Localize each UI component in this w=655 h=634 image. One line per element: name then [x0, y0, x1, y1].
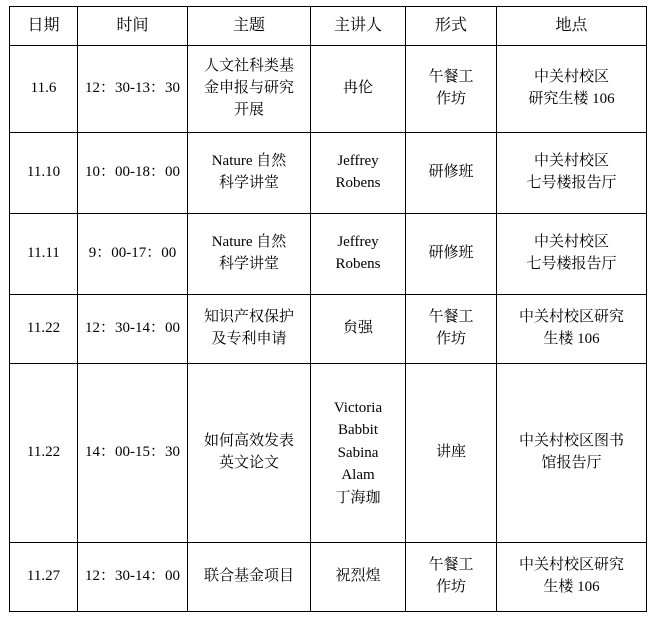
- topic-line: Nature 自然: [211, 153, 287, 170]
- format-line: 午餐工: [428, 309, 474, 326]
- cell-speaker: [311, 133, 406, 214]
- speaker-line: Victoria: [333, 399, 383, 416]
- cell-speaker: [311, 543, 406, 612]
- cell-date: 11.6: [10, 46, 78, 133]
- table-row: [10, 364, 647, 543]
- topic-line: 金申报与研究: [203, 80, 294, 97]
- cell-format: [406, 133, 497, 214]
- speaker-line: Alam: [341, 467, 375, 484]
- cell-location: [497, 543, 647, 612]
- speaker-line: 祝烈煌: [335, 568, 381, 585]
- format-line: 午餐工: [428, 557, 474, 574]
- cell-time: 14：00-15：30: [78, 364, 188, 543]
- topic-line: 如何高效发表: [203, 433, 294, 450]
- column-header-topic: 主题: [188, 7, 311, 46]
- cell-topic: [188, 543, 311, 612]
- cell-speaker: [311, 46, 406, 133]
- speaker-line: Jeffrey: [337, 153, 379, 170]
- location-line: 七号楼报告厅: [526, 256, 617, 272]
- column-header-speaker: 主讲人: [311, 7, 406, 46]
- speaker-line: 丁海珈: [335, 489, 381, 506]
- schedule-table: [9, 6, 647, 612]
- cell-date: 11.22: [10, 295, 78, 364]
- column-header-location: 地点: [497, 7, 647, 46]
- column-header-date: 日期: [10, 7, 78, 46]
- speaker-line: Robens: [335, 256, 381, 272]
- location-line: 中关村校区研究: [518, 309, 624, 326]
- format-line: 午餐工: [428, 69, 474, 86]
- cell-topic: [188, 295, 311, 364]
- cell-location: [497, 214, 647, 295]
- location-line: 中关村校区: [533, 69, 609, 86]
- cell-location: [497, 295, 647, 364]
- table-row: [10, 214, 647, 295]
- cell-format: [406, 543, 497, 612]
- cell-time: 9：00-17：00: [78, 214, 188, 295]
- table-row: [10, 46, 647, 133]
- topic-line: 英文论文: [218, 455, 279, 471]
- cell-speaker: [311, 364, 406, 543]
- column-header-format: 形式: [406, 7, 497, 46]
- cell-format: [406, 46, 497, 133]
- speaker-line: Robens: [335, 175, 381, 191]
- format-line: 作坊: [435, 91, 466, 107]
- cell-speaker: [311, 295, 406, 364]
- table-row: [10, 295, 647, 364]
- cell-topic: [188, 133, 311, 214]
- location-line: 中关村校区研究: [518, 557, 624, 574]
- speaker-line: Sabina: [337, 444, 379, 461]
- topic-line: 知识产权保护: [203, 309, 294, 326]
- cell-date: 11.22: [10, 364, 78, 543]
- cell-date: 11.10: [10, 133, 78, 214]
- cell-topic: [188, 214, 311, 295]
- topic-line: 科学讲堂: [218, 256, 279, 272]
- cell-time: 10：00-18：00: [78, 133, 188, 214]
- location-line: 中关村校区图书: [518, 433, 624, 450]
- format-line: 作坊: [435, 331, 466, 347]
- cell-format: [406, 214, 497, 295]
- cell-format: [406, 364, 497, 543]
- cell-location: [497, 133, 647, 214]
- table-header-row: [10, 7, 647, 46]
- cell-topic: [188, 364, 311, 543]
- cell-topic: [188, 46, 311, 133]
- location-line: 生楼 106: [543, 331, 600, 347]
- topic-line: Nature 自然: [211, 234, 287, 251]
- format-line: 研修班: [428, 164, 474, 181]
- topic-line: 开展: [233, 101, 264, 118]
- location-line: 馆报告厅: [541, 455, 602, 471]
- cell-format: [406, 295, 497, 364]
- location-line: 研究生楼 106: [528, 91, 615, 107]
- cell-date: 11.27: [10, 543, 78, 612]
- format-line: 研修班: [428, 245, 474, 262]
- topic-line: 人文社科类基: [203, 58, 294, 75]
- speaker-line: 冉伦: [342, 80, 373, 97]
- table-row: [10, 543, 647, 612]
- location-line: 七号楼报告厅: [526, 175, 617, 191]
- speaker-line: 贠强: [342, 320, 373, 337]
- cell-speaker: [311, 214, 406, 295]
- location-line: 中关村校区: [533, 153, 609, 170]
- topic-line: 及专利申请: [211, 331, 287, 347]
- location-line: 中关村校区: [533, 234, 609, 251]
- cell-time: 12：30-14：00: [78, 543, 188, 612]
- cell-location: [497, 364, 647, 543]
- speaker-line: Jeffrey: [337, 234, 379, 251]
- cell-location: [497, 46, 647, 133]
- cell-date: 11.11: [10, 214, 78, 295]
- topic-line: 科学讲堂: [218, 175, 279, 191]
- format-line: 讲座: [435, 444, 466, 461]
- topic-line: 联合基金项目: [203, 568, 294, 585]
- cell-time: 12：30-14：00: [78, 295, 188, 364]
- column-header-time: 时间: [78, 7, 188, 46]
- location-line: 生楼 106: [543, 579, 600, 595]
- format-line: 作坊: [435, 579, 466, 595]
- speaker-line: Babbit: [338, 422, 378, 439]
- cell-time: 12：30-13：30: [78, 46, 188, 133]
- table-row: [10, 133, 647, 214]
